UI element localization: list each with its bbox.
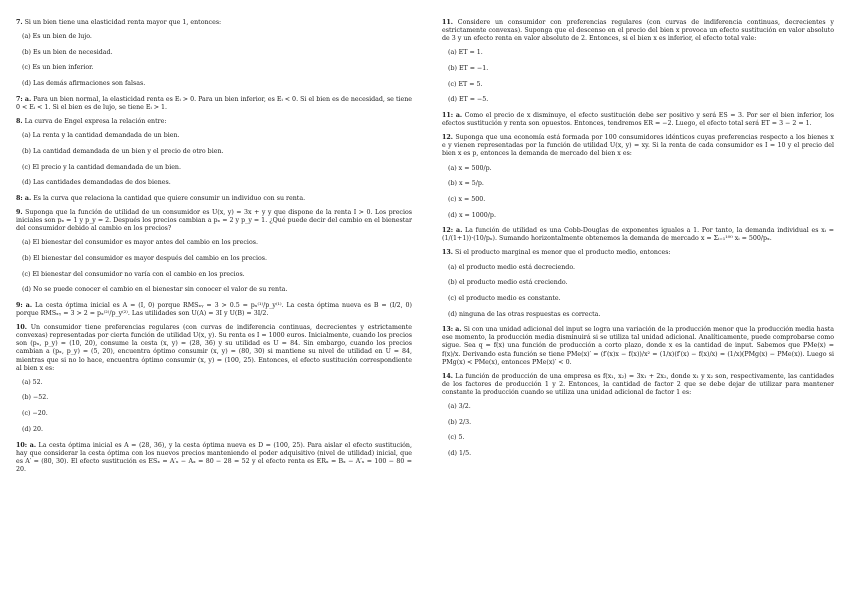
- answer-option: (a) ET = 1.: [448, 49, 483, 57]
- answer-option: (a) 52.: [22, 378, 43, 386]
- question-block: [442, 373, 834, 458]
- solution-explanation: Si con una unidad adicional del input se logra una variación de la producción menor que la producción media hasta ese momento, la producción media disminuirá si se utiliza tal unidad adicional. Analíticamente, puede comprobarse como sigue. Sea q = f(x) una función de producción a corto plazo, donde x es la cantidad de input. Sabemos que PMe(x) = f(x)/x. Derivando esta función se tiene PMe(x)′ = (f′(x)x − f(x))/x² = (1/x)(f′(x) − f(x)/x) = (1/x)(PMg(x) − PMe(x)). Luego si PMg(x) < PMe(x), entonces PMe(x)′ < 0.: [442, 326, 834, 366]
- answer-option: (d) No se puede conocer el cambio en el bienestar sin conocer el valor de su renta.: [22, 286, 288, 294]
- solution-text: [16, 96, 412, 112]
- solution-text: [16, 302, 412, 318]
- solution-label: 10: a.: [16, 441, 37, 449]
- answer-option: (b) Es un bien de necesidad.: [22, 48, 113, 56]
- solution-explanation: Es la curva que relaciona la cantidad que quiere consumir un individuo con su renta.: [33, 194, 306, 202]
- answer-option: (a) el producto medio está decreciendo.: [448, 263, 576, 271]
- answer-option: (d) Las demás afirmaciones son falsas.: [22, 80, 146, 88]
- answer-option: (c) −20.: [22, 410, 48, 418]
- answer-option: (a) Es un bien de lujo.: [22, 33, 92, 41]
- answer-option: (c) El precio y la cantidad demandada de un bien.: [22, 163, 181, 171]
- answer-option: (a) 3/2.: [448, 403, 471, 411]
- question-text: [442, 373, 834, 397]
- question-number: 8.: [16, 118, 23, 126]
- solution-label: 8: a.: [16, 194, 32, 202]
- answer-option: (a) La renta y la cantidad demandada de un bien.: [22, 132, 180, 140]
- question-statement: La función de producción de una empresa es f(x₁, x₂) = 3x₁ + 2x₂, donde x₁ y x₂ son, respectivamente, las cantidades de los factores de producción 1 y 2. Entonces, la cantidad de factor 2 que se debe dejar de utilizar para mantener constante la producción cuando se utiliza una unidad adicional de factor 1 es:: [442, 372, 834, 396]
- answer-option: (a) El bienestar del consumidor es mayor antes del cambio en los precios.: [22, 239, 258, 247]
- solution-explanation: Para un bien normal, la elasticidad renta es Eᵢ > 0. Para un bien inferior, es Eᵢ < 0. Si el bien es de necesidad, se tiene 0 < Eᵢ < 1. Si el bien es de lujo, se tiene Eᵢ > 1.: [16, 95, 412, 111]
- answer-option: (d) ninguna de las otras respuestas es correcta.: [448, 310, 601, 318]
- answer-option: (b) x = 5/p.: [448, 180, 484, 188]
- answer-option: (b) −52.: [22, 394, 49, 402]
- question-block: [16, 118, 412, 203]
- answer-option: (d) Las cantidades demandadas de dos bienes.: [22, 179, 171, 187]
- answer-option: (c) x = 500.: [448, 195, 486, 203]
- solution-explanation: La cesta óptima inicial es A = (I, 0) porque RMSₓᵧ = 3 > 0.5 = pₓ⁽¹⁾/p_y⁽¹⁾. La cesta óptima nueva es B = (I/2, 0) porque RMSₓᵧ = 3 > 2 = pₓ⁽²⁾/p_y⁽²⁾. Las utilidades son U(A) = 3I y U(B) = 3I/2.: [16, 302, 412, 318]
- answer-option: (a) x = 500/p.: [448, 164, 492, 172]
- solution-text: [16, 195, 412, 203]
- question-statement: Un consumidor tiene preferencias regulares (con curvas de indiferencia continuas, decrecientes y estrictamente convexas) representadas por cierta función de utilidad U(x, y). Su renta es I = 1000 euros. Inicialmente, cuando los precios son (pₓ, p_y) = (10, 20), consume la cesta (x, y) = (28, 36) y su utilidad es U = 84. Sin embargo, cuando los precios cambian a (pₓ, p_y) = (5, 20), encuentra óptimo consumir (x, y) = (80, 30) si mantiene su nivel de utilidad en U = 84, mientras que si no lo hace, encuentra óptimo consumir (x, y) = (100, 25). Entonces, el efecto sustitución correspondiente al bien x es:: [16, 324, 412, 372]
- answer-option: (b) el producto medio está creciendo.: [448, 279, 568, 287]
- solution-explanation: La función de utilidad es una Cobb-Douglas de exponentes iguales a 1. Por tanto, la demanda individual es xᵢ = (1/(1+1))·(10/pₓ). Sumando horizontalmente obtenemos la demanda de mercado x = Σᵢ₌₁¹⁰⁰ xᵢ = 500/pₓ.: [442, 227, 834, 243]
- question-block: [16, 19, 412, 112]
- answer-option: (b) El bienestar del consumidor es mayor después del cambio en los precios.: [22, 254, 267, 262]
- answer-option: (c) El bienestar del consumidor no varía con el cambio en los precios.: [22, 270, 245, 278]
- question-number: 9.: [16, 208, 23, 216]
- solution-text: [442, 112, 834, 128]
- question-text: [16, 19, 412, 27]
- answer-option: (d) ET = −5.: [448, 96, 489, 104]
- question-text: [442, 134, 834, 158]
- answer-option: (c) Es un bien inferior.: [22, 64, 94, 72]
- answer-option: (d) 20.: [22, 425, 43, 433]
- question-block: [442, 134, 834, 243]
- question-statement: Suponga que una economía está formada por 100 consumidores idénticos cuyas preferencias respecto a los bienes x e y vienen representadas por la función de utilidad U(x, y) = xy. Si la renta de cada consumidor es I = 10 y el precio del bien x es p, entonces la demanda de mercado del bien x es:: [442, 134, 834, 158]
- question-text: [442, 19, 834, 43]
- question-statement: Suponga que la función de utilidad de un consumidor es U(x, y) = 3x + y y que dispone de la renta I > 0. Los precios iniciales son pₓ = 1 y p_y = 2. Después los precios cambian a pₓ = 2 y p_y = 1. ¿Qué puede decir del cambio en el bienestar del consumidor debido al cambio en los precios?: [16, 208, 412, 233]
- answer-option: (b) ET = −1.: [448, 64, 489, 72]
- right-column: [442, 19, 834, 466]
- question-statement: La curva de Engel expresa la relación entre:: [24, 118, 167, 126]
- solution-text: [442, 227, 834, 243]
- question-text: [16, 118, 412, 126]
- question-block: [16, 209, 412, 318]
- answer-option: (c) el producto medio es constante.: [448, 294, 561, 302]
- question-number: 12.: [442, 134, 453, 142]
- answer-option: (c) ET = 5.: [448, 80, 483, 88]
- solution-label: 11: a.: [442, 112, 463, 120]
- question-number: 14.: [442, 372, 453, 380]
- answer-option: (d) 1/5.: [448, 450, 472, 458]
- question-number: 11.: [442, 19, 453, 26]
- question-text: [16, 209, 412, 233]
- question-number: 10.: [16, 324, 27, 332]
- solution-explanation: Como el precio de x disminuye, el efecto sustitución debe ser positivo y será ES = 3. Por ser el bien inferior, los efectos sustitución y renta son opuestos. Entonces, tendremos ER = −2. Luego, el efecto total será ET = 3 − 2 = 1.: [442, 112, 834, 128]
- answer-option: (b) La cantidad demandada de un bien y el precio de otro bien.: [22, 147, 224, 155]
- answer-option: (b) 2/3.: [448, 418, 472, 426]
- question-number: 13.: [442, 249, 453, 257]
- answer-option: (c) 5.: [448, 434, 465, 442]
- question-statement: Si un bien tiene una elasticidad renta mayor que 1, entonces:: [24, 19, 222, 26]
- question-statement: Considere un consumidor con preferencias regulares (con curvas de indiferencia continuas, decrecientes y estrictamente convexas). Suponga que el descenso en el precio del bien x provoca un efecto sustitución en valor absoluto de 3 y un efecto renta en valor absoluto de 2. Entonces, si el bien x es inferior, el efecto total vale:: [442, 19, 834, 43]
- question-text: [16, 324, 412, 373]
- question-block: [442, 19, 834, 128]
- question-block: [442, 249, 834, 366]
- solution-label: 12: a.: [442, 227, 463, 235]
- solution-label: 13: a.: [442, 326, 462, 334]
- question-number: 7.: [16, 19, 23, 26]
- solution-label: 9: a.: [16, 302, 33, 309]
- question-statement: Si el producto marginal es menor que el producto medio, entonces:: [454, 249, 671, 257]
- solution-label: 7: a.: [16, 95, 32, 103]
- answer-option: (d) x = 1000/p.: [448, 211, 496, 219]
- question-block: [16, 324, 412, 474]
- solution-text: [442, 326, 834, 366]
- left-column: [16, 19, 412, 480]
- question-text: [442, 249, 834, 257]
- solution-explanation: La cesta óptima inicial es A = (28, 36), y la cesta óptima nueva es D = (100, 25). Para aislar el efecto sustitución, hay que considerar la cesta óptima con los nuevos precios manteniendo el poder adquisitivo (nivel de utilidad) inicial, que es A′ = (80, 30). El efecto sustitución es ESₓ = A′ₓ − Aₓ = 80 − 28 = 52 y el efecto renta es ERₓ = Bₓ − A′ₓ = 100 − 80 = 20.: [16, 441, 412, 473]
- solution-text: [16, 442, 412, 474]
